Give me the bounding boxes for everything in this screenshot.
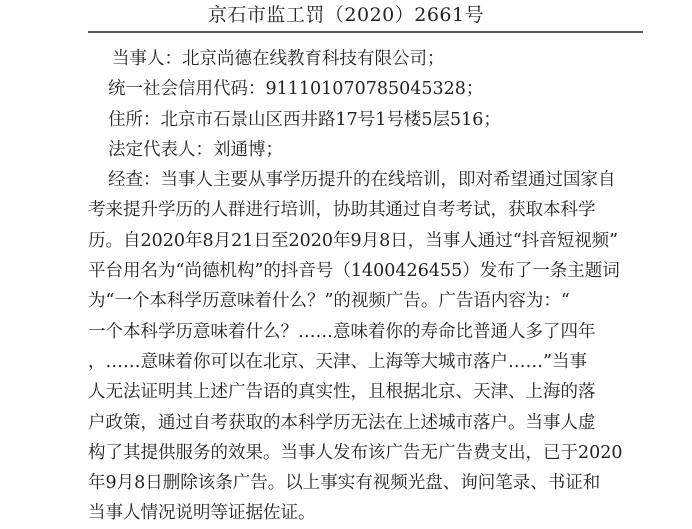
investigation-line: 平台用名为“尚德机构”的抖音号（1400426455）发布了一条主题词 — [88, 261, 620, 282]
investigation-line: 为“一个本科学历意味着什么？”的视频广告。广告语内容为：“ — [88, 291, 570, 312]
investigation-line: 户政策，通过自考获取的本科学历无法在上述城市落户。当事人虚 — [88, 412, 596, 433]
legal-representative-field: 法定代表人：刘通博； — [108, 139, 283, 160]
investigation-line: ，……意味着你可以在北京、天津、上海等大城市落户……”当事 — [88, 351, 587, 372]
investigation-line: 一个本科学历意味着什么？……意味着你的寿命比普通人多了四年 — [88, 321, 596, 342]
party-field: 当事人：北京尚德在线教育科技有限公司； — [112, 49, 445, 69]
document-body — [88, 44, 648, 529]
investigation-line: 人无法证明其上述广告语的真实性，且根据北京、天津、上海的落 — [88, 382, 596, 403]
header-divider — [88, 31, 643, 33]
investigation-line: 构了其提供服务的效果。当事人发布该广告无广告费支出，已于2020 — [88, 442, 623, 463]
investigation-line: 历。自2020年8月21日至2020年9月8日，当事人通过“抖音短视频” — [88, 230, 619, 251]
investigation-line: 考来提升学历的人群进行培训，协助其通过自考考试，获取本科学 — [88, 200, 596, 221]
investigation-line: 年9月8日删除该条广告。以上事实有视频光盘、询问笔录、书证和 — [88, 473, 601, 494]
address-field: 住所：北京市石景山区西井路17号1号楼5层516； — [108, 109, 501, 130]
investigation-line: 经查：当事人主要从事学历提升的在线培训，即对希望通过国家自 — [108, 170, 616, 191]
investigation-line: 当事人情况说明等证据佐证。 — [88, 503, 316, 524]
credit-code-field: 统一社会信用代码：911101070785045328； — [108, 79, 484, 100]
document-number-heading: 京石市监工罚（2020）2661号 — [207, 4, 485, 26]
